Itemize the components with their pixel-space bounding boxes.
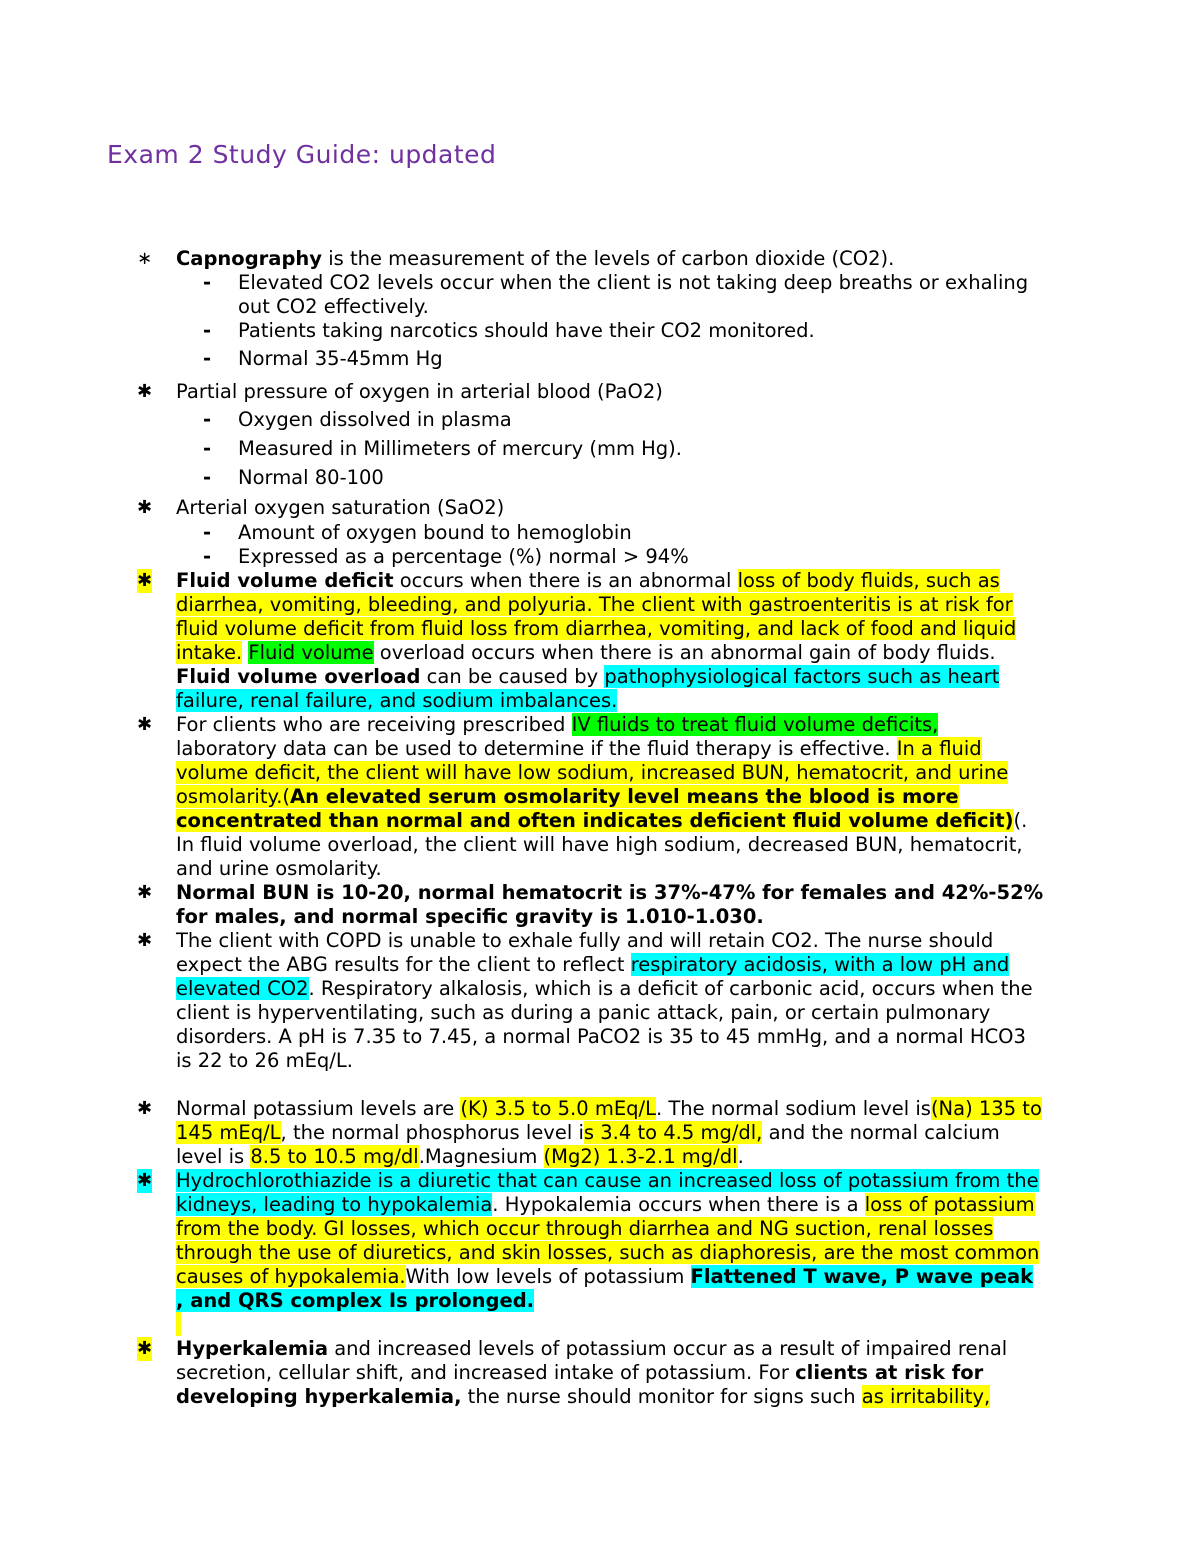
- hyperkalemia-line: secretion, cellular shift, and increased intake of potassium. For clients at risk for: [176, 1361, 984, 1384]
- dash-icon: -: [203, 319, 212, 342]
- dash-icon: -: [203, 545, 212, 568]
- sub-item: Measured in Millimeters of mercury (mm Hg).: [238, 437, 682, 460]
- hypokalemia-line: through the use of diuretics, and skin losses, such as diaphoresis, are the most common: [176, 1241, 1040, 1264]
- hypokalemia-line: from the body. GI losses, which occur through diarrhea and NG suction, renal losses: [176, 1217, 994, 1240]
- sub-item: Oxygen dissolved in plasma: [238, 408, 512, 431]
- document-title: Exam 2 Study Guide: updated: [107, 140, 497, 169]
- dash-icon: -: [203, 466, 212, 489]
- iv-fluids-line: concentrated than normal and often indicates deficient fluid volume deficit)(.: [176, 809, 1028, 832]
- fluid-volume-line: Fluid volume overload can be caused by pathophysiological factors such as heart: [176, 665, 1000, 688]
- hypokalemia-line: , and QRS complex Is prolonged.: [176, 1289, 535, 1312]
- hyperkalemia-line: developing hyperkalemia, the nurse should monitor for signs such as irritability,: [176, 1385, 991, 1408]
- dash-icon: -: [203, 271, 212, 294]
- hypokalemia-line: kidneys, leading to hypokalemia. Hypokalemia occurs when there is a loss of potassium: [176, 1193, 1035, 1216]
- sub-item: Patients taking narcotics should have their CO2 monitored.: [238, 319, 815, 342]
- fluid-volume-line: Fluid volume deficit occurs when there is an abnormal loss of body fluids, such as: [176, 569, 1000, 592]
- sub-item-continuation: out CO2 effectively.: [238, 295, 429, 318]
- normal-values-line: for males, and normal specific gravity is 1.010-1.030.: [176, 905, 764, 928]
- iv-fluids-line: In fluid volume overload, the client will have high sodium, decreased BUN, hematocrit,: [176, 833, 1023, 856]
- highlight-marker: [176, 1312, 181, 1336]
- iv-fluids-line: osmolarity.(An elevated serum osmolarity level means the blood is more: [176, 785, 959, 808]
- sub-item: Amount of oxygen bound to hemoglobin: [238, 521, 632, 544]
- electrolyte-line: 145 mEq/L, the normal phosphorus level is 3.4 to 4.5 mg/dl, and the normal calcium: [176, 1121, 1000, 1144]
- term: Capnography: [176, 247, 322, 270]
- sub-item: Elevated CO2 levels occur when the client is not taking deep breaths or exhaling: [238, 271, 1029, 294]
- sub-item: Normal 80-100: [238, 466, 384, 489]
- sao2-heading: Arterial oxygen saturation (SaO2): [176, 496, 505, 519]
- bullet-icon: ✱: [137, 930, 153, 951]
- dash-icon: -: [203, 521, 212, 544]
- bullet-icon: ✱: [137, 381, 153, 402]
- fluid-volume-line: fluid volume deficit from fluid loss from diarrhea, vomiting, and lack of food and liquid: [176, 617, 1017, 640]
- hypokalemia-line: causes of hypokalemia.With low levels of potassium Flattened T wave, P wave peak: [176, 1265, 1034, 1288]
- bullet-icon: ✱: [137, 1338, 153, 1359]
- copd-line: client is hyperventilating, such as during a panic attack, pain, or certain pulmonary: [176, 1001, 991, 1024]
- dash-icon: -: [203, 408, 212, 431]
- fluid-volume-line: diarrhea, vomiting, bleeding, and polyuria. The client with gastroenteritis is at risk for: [176, 593, 1013, 616]
- bullet-icon: ∗: [137, 248, 153, 269]
- dash-icon: -: [203, 347, 212, 370]
- bullet-icon: ✱: [137, 1098, 153, 1119]
- iv-fluids-line: laboratory data can be used to determine if the fluid therapy is effective. In a fluid: [176, 737, 982, 760]
- fluid-volume-line: intake. Fluid volume overload occurs when there is an abnormal gain of body fluids.: [176, 641, 996, 664]
- hyperkalemia-line: Hyperkalemia and increased levels of potassium occur as a result of impaired renal: [176, 1337, 1008, 1360]
- sub-item: Expressed as a percentage (%) normal > 94%: [238, 545, 689, 568]
- bullet-icon: ✱: [137, 1170, 153, 1191]
- copd-line: is 22 to 26 mEq/L.: [176, 1049, 353, 1072]
- capnography-paragraph: Capnography is the measurement of the levels of carbon dioxide (CO2).: [176, 247, 895, 270]
- bullet-icon: ✱: [137, 882, 153, 903]
- copd-line: The client with COPD is unable to exhale fully and will retain CO2. The nurse should: [176, 929, 994, 952]
- bullet-icon: ✱: [137, 714, 153, 735]
- fluid-volume-line: failure, renal failure, and sodium imbalances.: [176, 689, 618, 712]
- normal-values-line: Normal BUN is 10-20, normal hematocrit is 37%-47% for females and 42%-52%: [176, 881, 1044, 904]
- bullet-icon: ✱: [137, 497, 153, 518]
- copd-line: disorders. A pH is 7.35 to 7.45, a normal PaCO2 is 35 to 45 mmHg, and a normal HCO3: [176, 1025, 1026, 1048]
- iv-fluids-line: For clients who are receiving prescribed IV fluids to treat fluid volume deficits,: [176, 713, 939, 736]
- iv-fluids-line: and urine osmolarity.: [176, 857, 382, 880]
- iv-fluids-line: volume deficit, the client will have low sodium, increased BUN, hematocrit, and urine: [176, 761, 1009, 784]
- bullet-icon: ✱: [137, 570, 153, 591]
- electrolyte-line: Normal potassium levels are (K) 3.5 to 5.0 mEq/L. The normal sodium level is(Na) 135 to: [176, 1097, 1042, 1120]
- dash-icon: -: [203, 437, 212, 460]
- pao2-heading: Partial pressure of oxygen in arterial blood (PaO2): [176, 380, 663, 403]
- copd-line: elevated CO2. Respiratory alkalosis, which is a deficit of carbonic acid, occurs when the: [176, 977, 1033, 1000]
- sub-item: Normal 35-45mm Hg: [238, 347, 443, 370]
- copd-line: expect the ABG results for the client to reflect respiratory acidosis, with a low pH and: [176, 953, 1010, 976]
- electrolyte-line: level is 8.5 to 10.5 mg/dl.Magnesium (Mg2) 1.3-2.1 mg/dl.: [176, 1145, 744, 1168]
- hypokalemia-line: Hydrochlorothiazide is a diuretic that can cause an increased loss of potassium from the: [176, 1169, 1039, 1192]
